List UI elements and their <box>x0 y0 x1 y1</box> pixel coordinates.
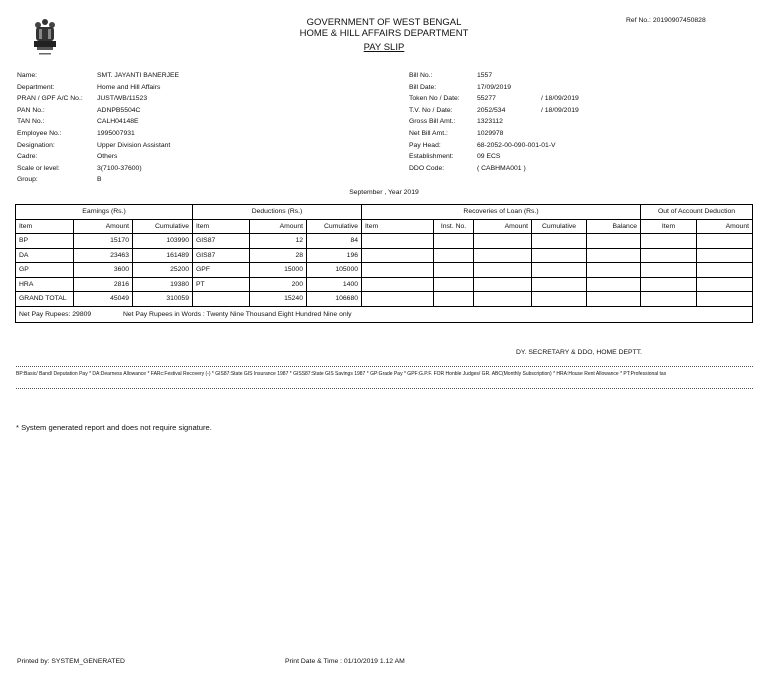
field-label: T.V. No / Date: <box>409 106 453 114</box>
employee-row <box>17 151 179 163</box>
table-cell: 161489 <box>133 248 193 263</box>
table-cell <box>474 248 532 263</box>
table-cell <box>641 263 697 278</box>
field-value: Upper Division Assistant <box>97 141 171 149</box>
field-value: 55277 <box>477 95 496 103</box>
system-note: * System generated report and does not require signature. <box>16 423 212 432</box>
header-department: HOME & HILL AFFAIRS DEPARTMENT <box>299 28 469 39</box>
field-label: Token No / Date: <box>409 95 460 103</box>
field-label: Gross Bill Amt.: <box>409 118 456 126</box>
table-cell: 1400 <box>307 277 362 292</box>
net-pay-value: 29809 <box>72 310 92 318</box>
column-header: Item <box>641 219 697 234</box>
table-cell: 105000 <box>307 263 362 278</box>
state-emblem-icon <box>28 16 62 60</box>
column-header: Amount <box>697 219 753 234</box>
employee-row <box>17 105 179 117</box>
field-label: TAN No.: <box>17 118 45 126</box>
field-label: Bill No.: <box>409 72 433 79</box>
field-label: Scale or level: <box>17 164 60 172</box>
table-cell <box>193 292 250 307</box>
table-group-header <box>16 205 753 220</box>
field-date: / 18/09/2019 <box>541 95 579 103</box>
column-header: Cumulative <box>133 219 193 234</box>
net-pay-row <box>16 306 753 322</box>
field-value: 1323112 <box>477 118 503 126</box>
table-cell: 84 <box>307 234 362 249</box>
field-label: Cadre: <box>17 153 38 161</box>
column-header: Amount <box>250 219 307 234</box>
employee-row <box>17 82 179 94</box>
table-cell: GRAND TOTAL <box>16 292 74 307</box>
column-header: Amount <box>474 219 532 234</box>
bill-row <box>409 151 579 163</box>
table-cell: 19380 <box>133 277 193 292</box>
field-label: Establishment: <box>409 153 454 161</box>
table-cell: 3600 <box>74 263 133 278</box>
employee-row <box>17 116 179 128</box>
table-cell <box>532 263 587 278</box>
bill-row <box>409 128 579 140</box>
bill-row <box>409 70 579 82</box>
table-cell <box>532 292 587 307</box>
table-cell <box>362 248 434 263</box>
table-cell: 28 <box>250 248 307 263</box>
table-cell <box>434 292 474 307</box>
table-cell: GIS87 <box>193 234 250 249</box>
bill-details <box>409 70 579 174</box>
table-cell <box>697 292 753 307</box>
table-cell <box>474 292 532 307</box>
bill-row <box>409 140 579 152</box>
field-value: 1995007931 <box>97 129 135 137</box>
table-cell <box>641 234 697 249</box>
table-cell <box>587 292 641 307</box>
table-cell <box>434 277 474 292</box>
table-cell <box>532 234 587 249</box>
table-cell: GP <box>16 263 74 278</box>
field-label: Pay Head: <box>409 141 441 149</box>
print-date: Print Date & Time : 01/10/2019 1.12 AM <box>285 658 405 665</box>
table-row <box>16 248 753 263</box>
table-cell: 196 <box>307 248 362 263</box>
field-value: B <box>97 176 102 184</box>
field-label: Net Bill Amt.: <box>409 129 448 137</box>
table-cell: GPF <box>193 263 250 278</box>
signatory: DY. SECRETARY & DDO, HOME DEPTT. <box>516 349 643 356</box>
table-cell: PT <box>193 277 250 292</box>
employee-row <box>17 128 179 140</box>
bill-row <box>409 93 579 105</box>
table-cell: GIS87 <box>193 248 250 263</box>
group-out-of-account: Out of Account Deduction <box>641 205 753 220</box>
net-pay-label: Net Pay Rupees: <box>19 310 71 318</box>
group-deductions: Deductions (Rs.) <box>193 205 362 220</box>
divider <box>16 388 753 389</box>
column-header: Item <box>16 219 74 234</box>
printed-by: Printed by: SYSTEM_GENERATED <box>17 658 125 665</box>
field-value: Others <box>97 153 118 161</box>
table-cell: 25200 <box>133 263 193 278</box>
field-label: DDO Code: <box>409 164 445 172</box>
column-header: Item <box>362 219 434 234</box>
bill-row <box>409 116 579 128</box>
header-government: GOVERNMENT OF WEST BENGAL <box>306 17 462 28</box>
field-label: PRAN / GPF A/C No.: <box>17 95 83 103</box>
bill-row <box>409 163 579 175</box>
field-label: PAN No.: <box>17 106 45 114</box>
employee-details <box>17 70 179 186</box>
table-cell: 310059 <box>133 292 193 307</box>
table-cell: 200 <box>250 277 307 292</box>
table-column-header <box>16 219 753 234</box>
net-pay-cell <box>16 306 753 322</box>
field-label: Bill Date: <box>409 83 437 91</box>
field-value: CALH04148E <box>97 118 139 126</box>
table-cell <box>697 248 753 263</box>
table-cell <box>641 277 697 292</box>
field-label: Name: <box>17 72 38 79</box>
field-date: / 18/09/2019 <box>541 106 579 114</box>
employee-row <box>17 174 179 186</box>
field-value: 17/09/2019 <box>477 83 512 91</box>
field-label: Employee No.: <box>17 129 62 137</box>
table-cell <box>641 292 697 307</box>
table-cell <box>362 277 434 292</box>
table-cell <box>587 234 641 249</box>
table-cell: HRA <box>16 277 74 292</box>
table-cell: 106680 <box>307 292 362 307</box>
table-cell <box>362 234 434 249</box>
divider <box>16 366 753 367</box>
group-earnings: Earnings (Rs.) <box>16 205 193 220</box>
field-value: 3(7100-37600) <box>97 164 142 172</box>
column-header: Cumulative <box>532 219 587 234</box>
table-cell <box>362 263 434 278</box>
column-header: Inst. No. <box>434 219 474 234</box>
reference-number: Ref No.: 20190907450828 <box>626 17 706 24</box>
grand-total-row <box>16 292 753 307</box>
field-value: 2052/534 <box>477 106 506 114</box>
employee-row <box>17 70 179 82</box>
field-value: 1029978 <box>477 129 504 137</box>
table-cell <box>587 277 641 292</box>
table-cell <box>641 248 697 263</box>
field-label: Department: <box>17 83 55 91</box>
net-pay-words: Net Pay Rupees in Words : Twenty Nine Thousand Eight Hundred Nine only <box>122 310 352 318</box>
table-cell: 15170 <box>74 234 133 249</box>
column-header: Item <box>193 219 250 234</box>
field-value: ( CABHMA001 ) <box>477 164 526 172</box>
table-cell <box>532 277 587 292</box>
table-cell: 45049 <box>74 292 133 307</box>
field-value: SMT. JAYANTI BANERJEE <box>97 72 180 79</box>
table-cell: 2816 <box>74 277 133 292</box>
field-value: ADNPB5504C <box>97 106 141 114</box>
table-cell <box>434 263 474 278</box>
pay-period: September , Year 2019 <box>349 189 419 196</box>
table-cell: 12 <box>250 234 307 249</box>
table-cell: DA <box>16 248 74 263</box>
column-header: Amount <box>74 219 133 234</box>
field-value: 09 ECS <box>477 153 501 161</box>
table-cell <box>474 277 532 292</box>
table-row <box>16 277 753 292</box>
employee-row <box>17 140 179 152</box>
table-cell <box>474 234 532 249</box>
table-cell: BP <box>16 234 74 249</box>
table-cell: 15000 <box>250 263 307 278</box>
table-cell <box>532 248 587 263</box>
bill-row <box>409 105 579 117</box>
group-recoveries: Recoveries of Loan (Rs.) <box>362 205 641 220</box>
table-cell: 23463 <box>74 248 133 263</box>
table-cell: 103990 <box>133 234 193 249</box>
table-cell <box>362 292 434 307</box>
header-payslip: PAY SLIP <box>363 42 405 53</box>
abbreviation-legend: BP:Basic/ Band/ Deputation Pay * DA:Dearness Allowance * FARc:Festival Recovery (-) * GIS87:State GIS Insurance 1987 * GISS87:State GIS Savings 1987 * GP:Grade Pay * GPF:G.P.F. FOR Honble Judges/ GR. ABC(Monthly Subscription) * HRA:House Rent Allowance * PT:Professional tax <box>16 371 667 377</box>
table-row <box>16 263 753 278</box>
field-value: Home and Hill Affairs <box>97 83 161 91</box>
column-header: Balance <box>587 219 641 234</box>
employee-row <box>17 163 179 175</box>
payslip-table <box>15 204 753 323</box>
table-cell <box>587 263 641 278</box>
table-cell: 15240 <box>250 292 307 307</box>
table-cell <box>474 263 532 278</box>
table-cell <box>434 234 474 249</box>
field-value: JUST/WB/11523 <box>97 95 148 103</box>
table-cell <box>587 248 641 263</box>
field-label: Designation: <box>17 141 55 149</box>
employee-row <box>17 93 179 105</box>
table-row <box>16 234 753 249</box>
header-payslip-wrap <box>230 42 538 53</box>
field-value: 68-2052-00-090-001-01-V <box>477 141 556 149</box>
bill-row <box>409 82 579 94</box>
table-cell <box>434 248 474 263</box>
field-value: 1557 <box>477 72 493 79</box>
field-label: Group: <box>17 176 38 184</box>
table-cell <box>697 277 753 292</box>
table-cell <box>697 263 753 278</box>
table-cell <box>697 234 753 249</box>
column-header: Cumulative <box>307 219 362 234</box>
